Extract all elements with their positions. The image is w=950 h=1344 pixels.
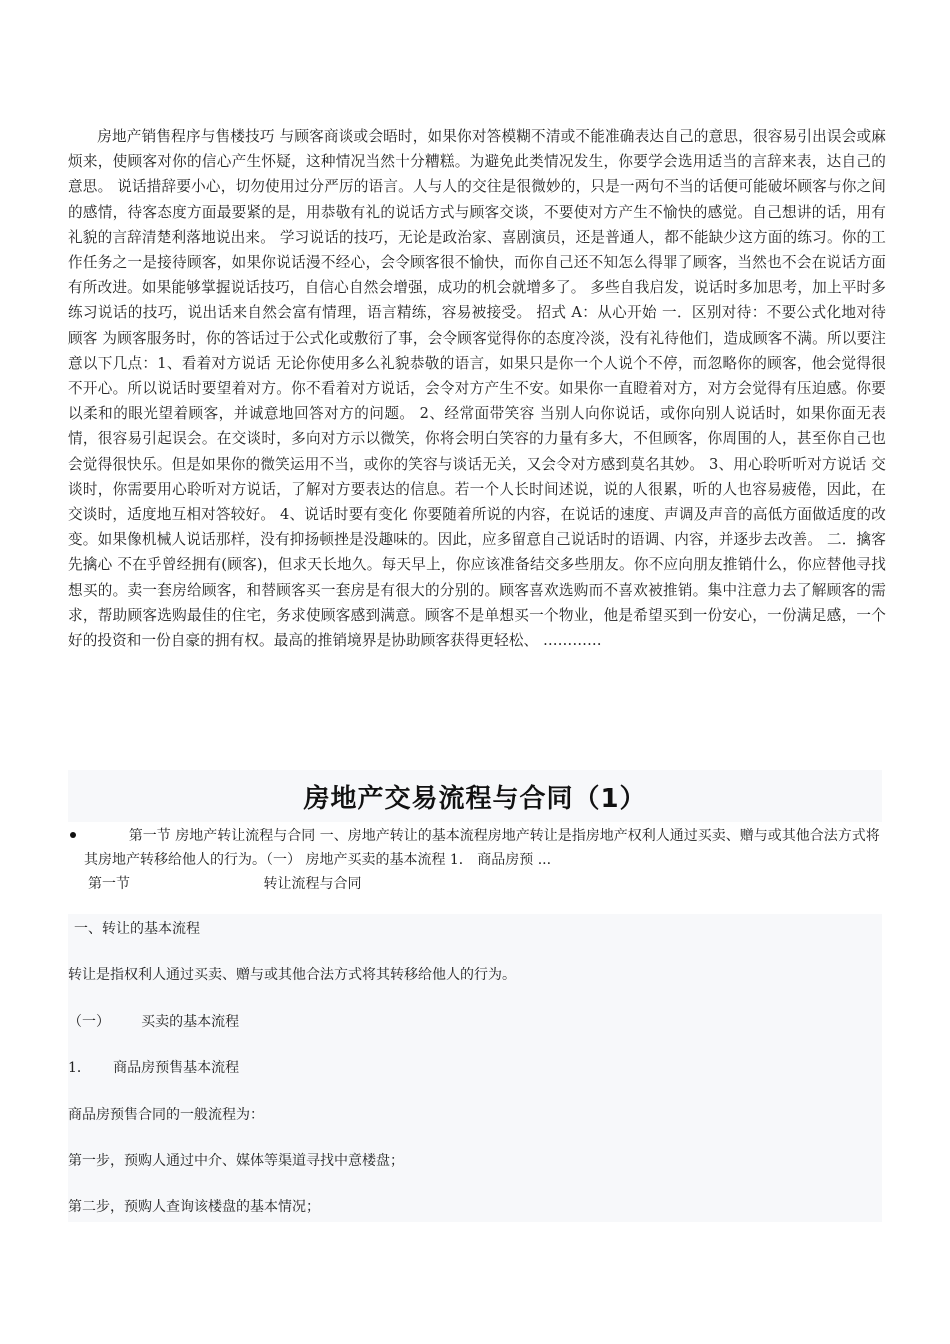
- title-bar: [68, 770, 882, 822]
- article-section: [68, 770, 882, 1222]
- content-line: （一） 买卖的基本流程: [68, 1013, 240, 1030]
- sub-heading: 第一节 转让流程与合同: [88, 876, 362, 892]
- content-box: [68, 914, 882, 1222]
- content-line: 商品房预售合同的一般流程为：: [68, 1106, 264, 1123]
- content-line: 转让是指权利人通过买卖、赠与或其他合法方式将其转移给他人的行为。: [68, 967, 516, 984]
- content-line: 1． 商品房预售基本流程: [68, 1060, 240, 1077]
- content-line: 第二步，预购人查询该楼盘的基本情况；: [68, 1199, 320, 1216]
- intro-paragraph: 房地产销售程序与售楼技巧 与顾客商谈或会晤时，如果你对答模糊不清或不能准确表达自己的意思，很容易引出误会或麻烦来，使顾客对你的信心产生怀疑，这种情况当然十分糟糕。为避免此类情况发生，你要学会选用适当的言辞来表，达自己的意思。 说话措辞要小心，切勿使用过分严厉的语言。人与人的交往是很微妙的，只是一两句不当的话便可能破坏顾客与你之间的感情，待客态度方面最要紧的是，用恭敬有礼的说话方式与顾客交谈，不要使对方产生不愉快的感觉。自己想讲的话，用有礼貌的言辞清楚利落地说出来。 学习说话的技巧，无论是政治家、喜剧演员，还是普通人，都不能缺少这方面的练习。你的工作任务之一是接待顾客，如果你说话漫不经心，会令顾客很不愉快，而你自己还不知怎么得罪了顾客，当然也不会在说话方面有所改进。如果能够掌握说话技巧，自信心自然会增强，成功的机会就增多了。 多些自我启发，说话时多加思考，加上平时多练习说话的技巧，说出话来自然会富有情理，语言精练，容易被接受。 招式 A：从心开始 一．区别对待：不要公式化地对待顾客 为顾客服务时，你的答话过于公式化或敷衍了事，会令顾客觉得你的态度冷淡，没有礼待他们，造成顾客不满。所以要注意以下几点：1、看着对方说话 无论你使用多么礼貌恭敬的语言，如果只是你一个人说个不停，而忽略你的顾客，他会觉得很不开心。所以说话时要望着对方。你不看着对方说话，会令对方产生不安。如果你一直瞪着对方，对方会觉得有压迫感。你要以柔和的眼光望着顾客，并诚意地回答对方的问题。 2、经常面带笑容 当别人向你说话，或你向别人说话时，如果你面无表情，很容易引起误会。在交谈时，多向对方示以微笑，你将会明白笑容的力量有多大，不但顾客，你周围的人，甚至你自己也会觉得很快乐。但是如果你的微笑运用不当，或你的笑容与谈话无关，又会令对方感到莫名其妙。 3、用心聆听听对方说话 交谈时，你需要用心聆听对方说话，了解对方要表达的信息。若一个人长时间述说，说的人很累，听的人也容易疲倦，因此，在交谈时，适度地互相对答较好。 4、说话时要有变化 你要随着所说的内容，在说话的速度、声调及声音的高低方面做适度的改变。如果像机械人说话那样，没有抑扬顿挫是没趣味的。因此，应多留意自己说话时的语调、内容，并逐步去改善。 二．擒客先擒心 不在乎曾经拥有(顾客)，但求天长地久。每天早上，你应该准备结交多些朋友。你不应向朋友推销什么，你应替他寻找想买的。卖一套房给顾客，和替顾客买一套房是有很大的分别的。顾客喜欢选购而不喜欢被推销。集中注意力去了解顾客的需求，帮助顾客选购最佳的住宅，务求使顾客感到满意。顾客不是单想买一个物业，他是希望买到一份安心，一份满足感，一个好的投资和一份自豪的拥有权。最高的推销境界是协助顾客获得更轻松、 …………: [68, 128, 886, 650]
- bullet-dot-icon: [70, 832, 76, 838]
- summary-list: [68, 822, 882, 872]
- summary-text: 第一节 房地产转让流程与合同 一、房地产转让的基本流程房地产转让是指房地产权利人通过买卖、赠与或其他合法方式将其房地产转移给他人的行为。（一） 房地产买卖的基本流程 1． 商品房预 ...: [84, 828, 880, 868]
- summary-item: [84, 822, 882, 872]
- content-line: 第一步，预购人通过中介、媒体等渠道寻找中意楼盘；: [68, 1152, 404, 1169]
- content-line: 一、转让的基本流程: [74, 921, 200, 937]
- section-title: 房地产交易流程与合同（1）: [303, 783, 647, 814]
